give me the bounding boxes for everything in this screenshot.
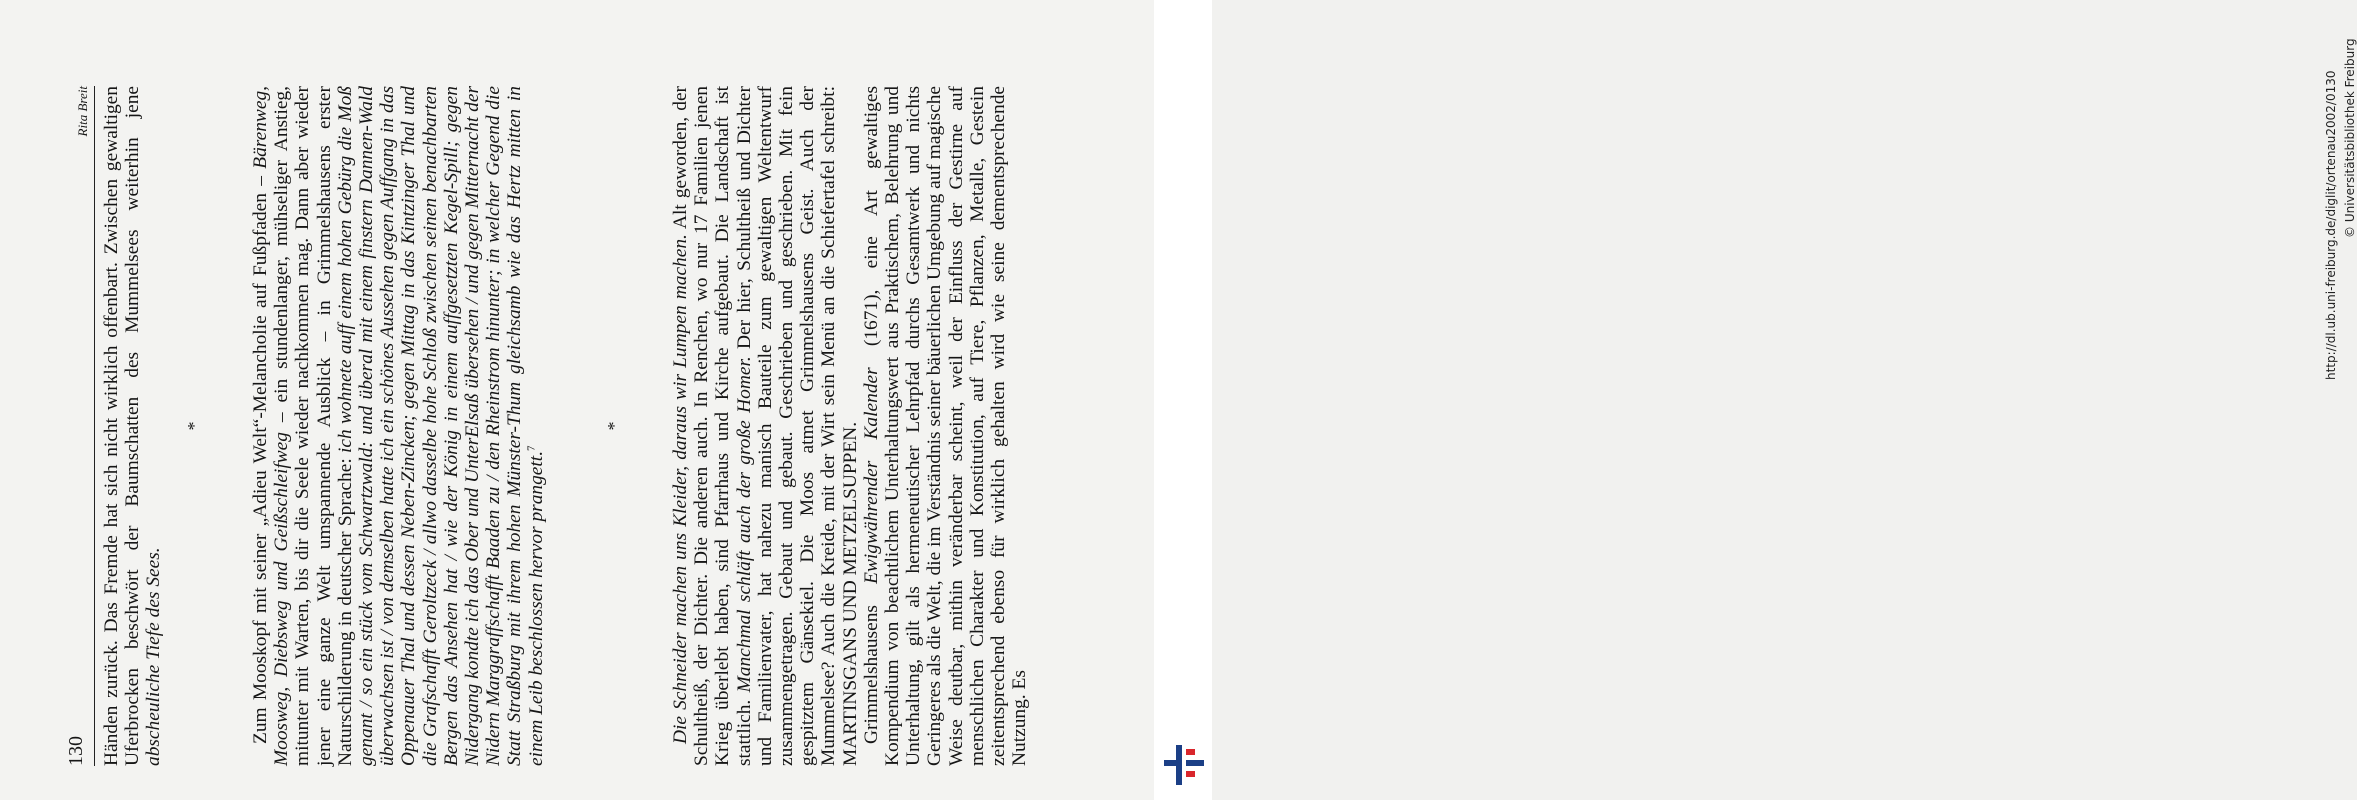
library-sidebar <box>1154 0 2357 800</box>
footnote-ref: 7 <box>525 445 538 451</box>
source-url[interactable]: http://dl.ub.uni-freiburg.de/diglit/ortenau2002/0130 <box>2324 70 2338 380</box>
copyright-notice: © Universitätsbibliothek Freiburg <box>2343 38 2357 238</box>
running-head-author: Rita Breit <box>75 86 90 137</box>
paragraph-3 <box>670 86 1030 766</box>
p3-italic-2: Manchmal schläft auch der große Homer. <box>733 356 755 693</box>
p3-text-2: Der hier, Schultheiß und Dichter und Familienvater, hat nahezu manisch Bauteile zum gewaltigen Weltentwurf zusammengetragen. Gebaut und gebaut. Geschrieben und geschrieben. Mit fein gespitztem Gänsekiel. Die Moos atmet Grimmelshausens Geist. Auch der Mummelsee? Auch die Kreide, mit der Wirt sein Menü an die Schiefertafel schreibt: MARTINSGANS UND METZELSUPPEN. <box>733 86 861 766</box>
p4-italic: Ewigwährender Kalender <box>860 367 882 584</box>
p4-text-2: (1671), eine Art gewaltiges Kompendium von beachtlichem Unterhaltungswert aus Praktischem, Belehrung und Unterhaltung, gilt als hermeneutischer Lehrpfad durchs Gesamtwerk und nichts Geringeres als die Welt, die im Verständnis seiner bäuerlichen Umgebung auf magische Weise deutbar, mithin veränderbar scheint, weil der Einfluss der Gestirne auf menschlichen Charakter und Konstitution, auf Tiere, Pflanzen, Metalle, Gestein zeitentsprechend ebenso für wirklich gehalten wird wie seine dementsprechende Nutzung. Es <box>860 86 1031 766</box>
page-number: 130 <box>65 736 87 766</box>
section-separator-2: * <box>604 421 624 431</box>
header-rule <box>94 86 95 766</box>
section-separator-1: * <box>184 421 204 431</box>
p2-quote: ich wohnete auff einem hohen Gebürg die Moß genant / so ein stück vom Schwartzwald: und überal mit einem finstern Dannen-Wald überwachsen ist / von demselben hatte ich ein schönes Aussehen gegen Auffgang in das Oppenauer Thal und dessen Neben-Zincken; gegen Mittag in das Kintzinger Thal und die Grafschafft Geroltzeck / allwo dasselbe hohe Schloß zwischen seinen benachbarten Bergen das Ansehen hat / wie der König in einem auffgesetzten Kegel-Spill; gegen Nidergang kondte ich das Ober und UnterElsaß übersehen / und gegen Mitternacht der Nidern Marggraffschafft Baaden zu / den Rheinstrom hinunter; in welcher Gegend die Statt Straßburg mit ihrem hohen Münster-Thum gleichsamb wie das Hertz mitten in einem Leib beschlossen hervor prangett. <box>334 86 547 766</box>
p1-text: Händen zurück. Das Fremde hat sich nicht wirklich offenbart. Zwischen gewaltigen Uferbrocken beschwört der Baumschatten des Mummelsees weiterhin jene <box>101 86 144 766</box>
rotated-page-content <box>0 0 1154 800</box>
p2-text-1: Zum Mooskopf mit seiner „Adieu Welt“-Melancholie auf Fußpfaden – <box>250 168 271 744</box>
scanned-page <box>0 0 1154 800</box>
p2-italic-1: Bärenweg, Moosweg, Diebsweg und Geißschleifweg <box>250 86 293 766</box>
paragraph-1 <box>101 86 165 766</box>
ub-freiburg-logo-icon <box>1164 745 1204 785</box>
paragraph-2 <box>250 86 547 766</box>
p1-italic: abscheuliche Tiefe des Sees. <box>143 547 165 766</box>
p2-text-2: – ein stundenlanger, mühseliger Anstieg, mitunter mit Warten, bis dir die Seele wieder nachkommen mag. Dann aber wieder jener eine ganze Welt umspannende Ausblick – in Grimmelshausens erster Naturschilderung in deutscher Sprache: <box>271 86 356 766</box>
p4-text-1: Grimmelshausens <box>860 583 882 744</box>
p3-italic-1: Die Schneider machen uns Kleider, daraus wir Lumpen machen. <box>670 234 691 744</box>
p3-text-1: Alt geworden, der Schultheiß, der Dichter. Die anderen auch. In Renchen, wo nur 17 Familien jenen Krieg überlebt haben, sind Pfarrhaus und Kirche aufgebaut. Die Landschaft ist stattlich. <box>670 85 755 766</box>
